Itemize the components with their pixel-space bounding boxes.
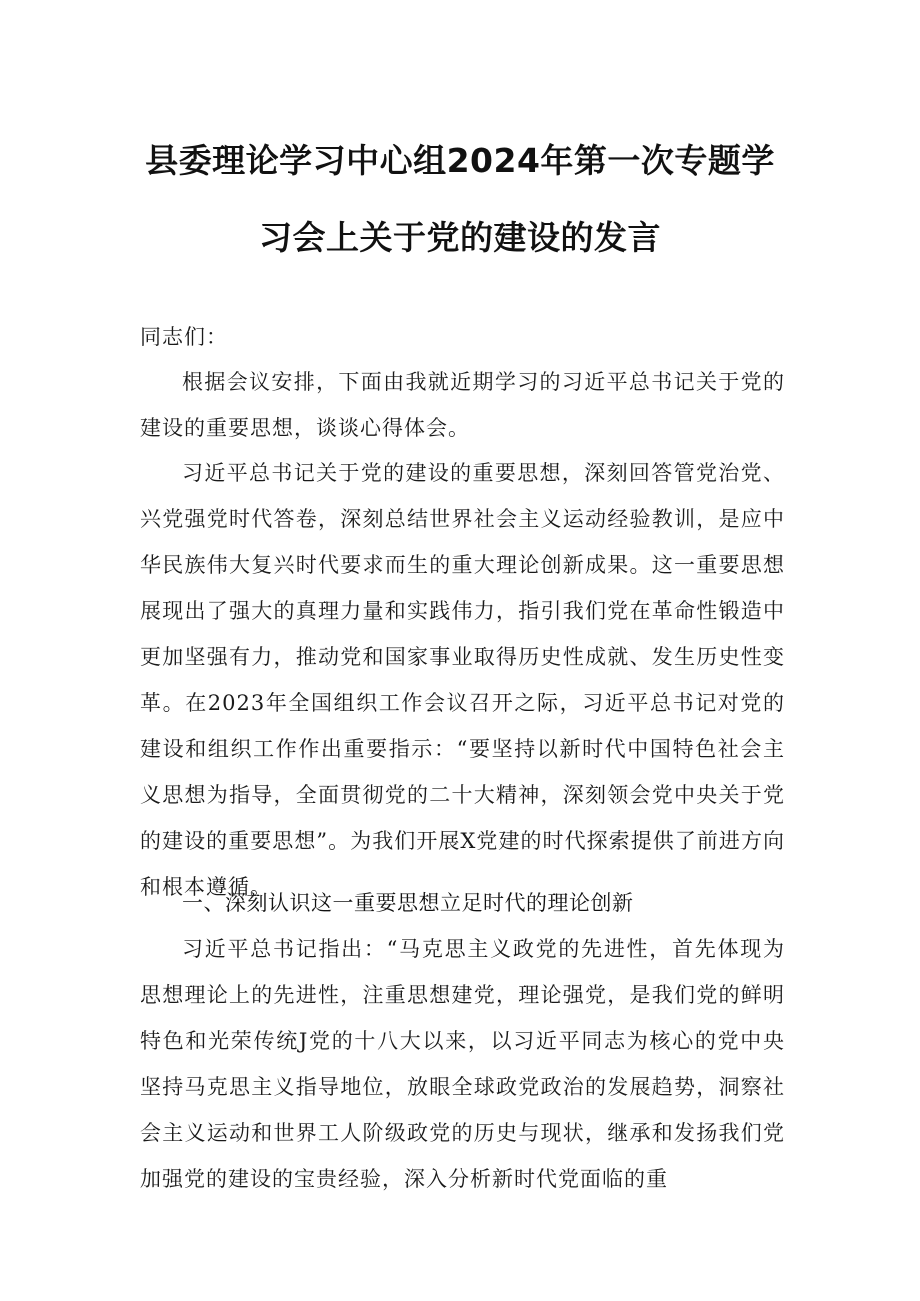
document-title-line-2: 习会上关于党的建设的发言 (259, 218, 661, 257)
document-title-line-1: 县委理论学习中心组2024年第一次专题学 (145, 141, 775, 180)
salutation: 同志们： (140, 325, 228, 349)
paragraph-overview: 习近平总书记关于党的建设的重要思想，深刻回答管党治党、兴党强党时代答卷，深刻总结世界社会主义运动经验教训，是应中华民族伟大复兴时代要求而生的重大理论创新成果。这一重要思想展现出了强大的真理力量和实践伟力，指引我们党在革命性锻造中更加坚强有力，推动党和国家事业取得历史性成就、发生历史性变革。在2023年全国组织工作会议召开之际，习近平总书记对党的建设和组织工作作出重要指示：“要坚持以新时代中国特色社会主义思想为指导，全面贯彻党的二十大精神，深刻领会党中央关于党的建设的重要思想”。为我们开展X党建的时代探索提供了前进方向和根本遵循。 (140, 461, 785, 899)
paragraph-section-1: 习近平总书记指出：“马克思主义政党的先进性，首先体现为思想理论上的先进性，注重思想建党，理论强党，是我们党的鲜明特色和光荣传统J党的十八大以来，以习近平同志为核心的党中央坚持马克思主义指导地位，放眼全球政党政治的发展趋势，洞察社会主义运动和世界工人阶级政党的历史与现状，继承和发扬我们党加强党的建设的宝贵经验，深入分析新时代党面临的重 (140, 937, 785, 1191)
paragraph-intro: 根据会议安排，下面由我就近期学习的习近平总书记关于党的建设的重要思想，谈谈心得体会。 (140, 370, 785, 440)
section-heading-1: 一、深刻认识这一重要思想立足时代的理论创新 (182, 891, 634, 915)
